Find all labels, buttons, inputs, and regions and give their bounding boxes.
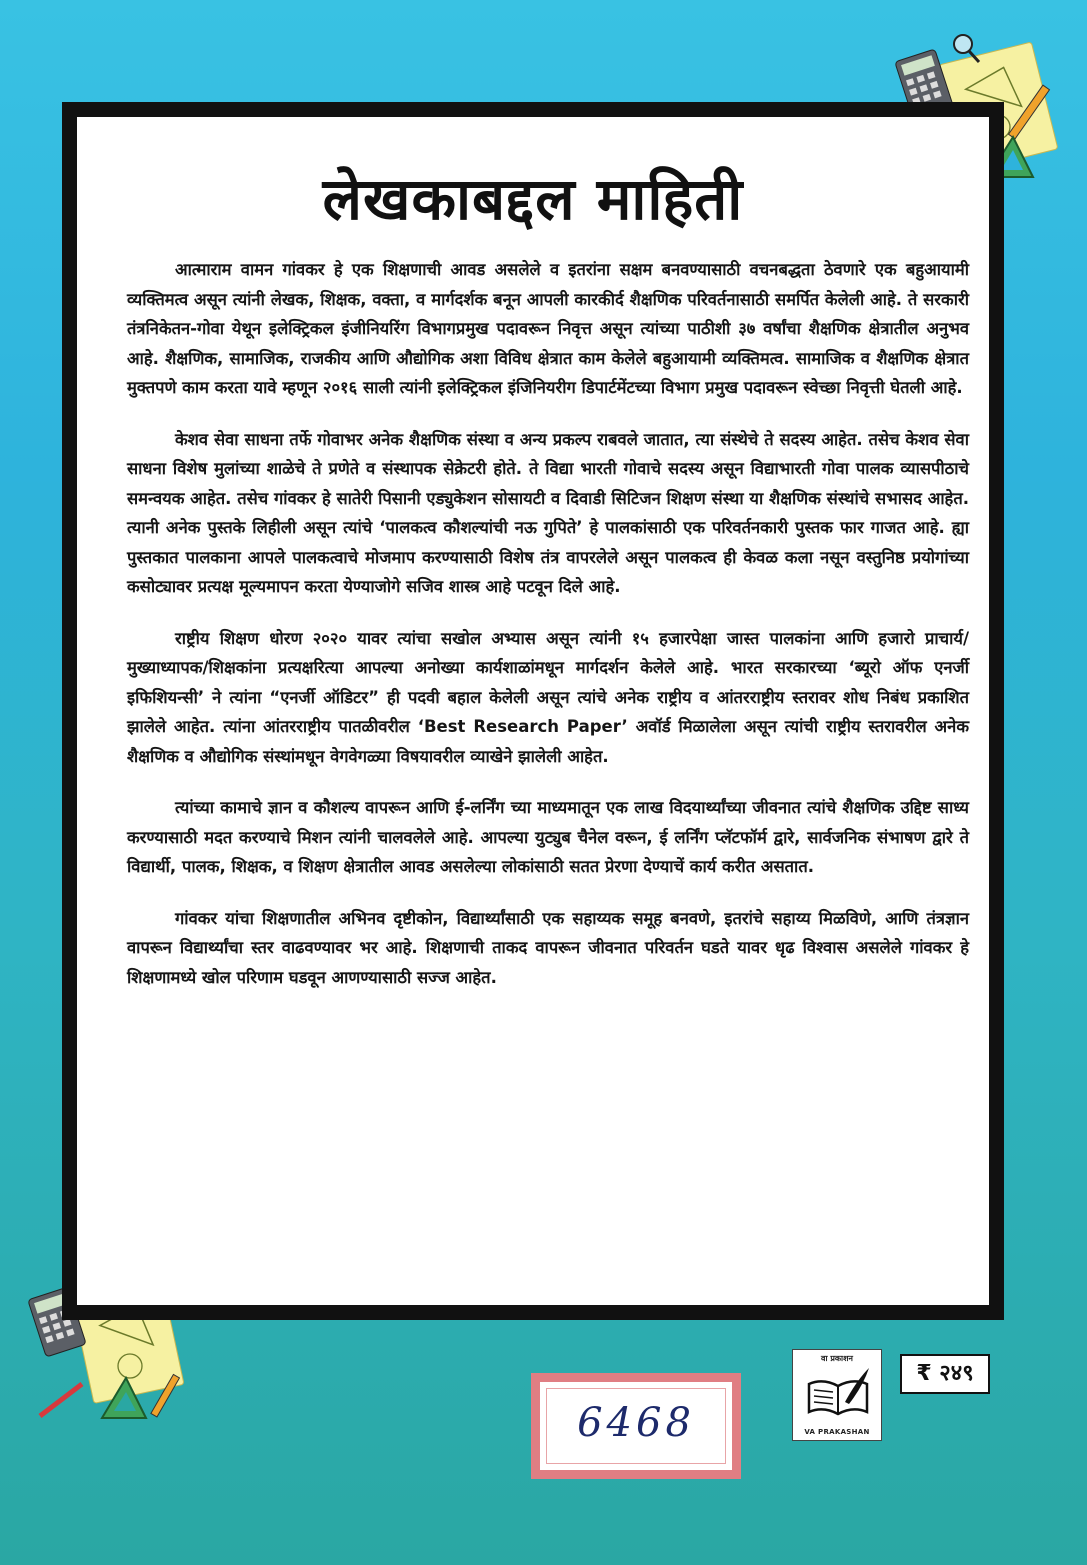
author-bio xyxy=(127,255,969,1014)
bio-paragraph-4: त्यांच्या कामाचे ज्ञान व कौशल्य वापरून आणि ई-लर्निंग च्या माध्यमातून एक लाख विदयार्थ्यांच्या जीवनात त्यांचे शैक्षणिक उद्दिष्ट साध्य करण्यासाठी मदत करण्याचे मिशन त्यांनी चालवलेले आहे. आपल्या युट्युब चैनेल वरून, ई लर्निंग प्लॅटफॉर्म द्वारे, सार्वजनिक संभाषण द्वारे ते विद्यार्थी, पालक, शिक्षक, व शिक्षण क्षेत्रातील आवड असलेल्या लोकांसाठी सतत प्रेरणा देण्याचें कार्य करीत असतात. xyxy=(127,798,969,876)
red-pencil-icon xyxy=(40,1384,82,1416)
page-title: लेखकाबद्दल माहिती xyxy=(322,165,744,233)
bio-paragraph-3: राष्ट्रीय शिक्षण धोरण २०२० यावर त्यांचा सखोल अभ्यास असून त्यांनी १५ हजारपेक्षा जास्त पालकांना आणि हजारो प्राचार्य/मुख्याध्यापक/शिक्षकांना प्रत्यक्षरित्या आपल्या अनोख्या कार्यशाळांमधून मार्गदर्शन केलेले आहे. भारत सरकारच्या ‘ब्यूरो ऑफ एनर्जी इफिशियन्सी’ ने त्यांना “एनर्जी ऑडिटर” ही पदवी बहाल केलेली असून त्यांचे अनेक राष्ट्रीय व आंतरराष्ट्रीय स्तरावर शोध निबंध प्रकाशित झालेले आहेत. त्यांना आंतरराष्ट्रीय पातळीवरील ‘Best Research Paper’ अवॉर्ड मिळालेला असून त्यांची राष्ट्रीय स्तरावरील अनेक शैक्षणिक व औद्योगिक संस्थांमधून वेगवेगळ्या विषयावरील व्याखेने झालेली आहेत. xyxy=(127,628,969,766)
sticker-number: 6468 xyxy=(577,1400,695,1446)
bio-paragraph-2: केशव सेवा साधना तर्फे गोवाभर अनेक शैक्षणिक संस्था व अन्य प्रकल्प राबवले जातात, त्या संस्थेचे ते सदस्य आहेत. तसेच केशव सेवा साधना विशेष मुलांच्या शाळेचे ते प्रणेते व संस्थापक सेक्रेटरी होते. ते विद्या भारती गोवाचे सदस्य असून विद्याभारती गोवा पालक व्यासपीठाचे समन्वयक आहेत. तसेच गांवकर हे सातेरी पिसानी एड्युकेशन सोसायटी व दिवाडी सिटिजन शिक्षण संस्था या शैक्षणिक संस्थांचे सभासद आहेत. त्यानी अनेक पुस्तके लिहीली असून त्यांचे ‘पालकत्व कौशल्यांची नऊ गुपिते’ हे पालकांसाठी एक परिवर्तनकारी पुस्तक फार गाजत आहे. ह्या पुस्तकात पालकाना आपले पालकत्वाचे मोजमाप करण्यासाठी विशेष तंत्र वापरलेले असून पालकत्व ही केवळ कला नसून वस्तुनिष्ठ प्रयोगांच्या कसोट्यावर प्रत्यक्ष मूल्यमापन करता येण्याजोगे सजिव शास्त्र आहे पटवून दिले आहे. xyxy=(127,429,969,596)
publisher-logo-top-text: वा प्रकाशन xyxy=(821,1354,853,1363)
author-info-panel xyxy=(62,102,1004,1320)
price-tag: ₹ २४९ xyxy=(900,1354,990,1394)
publisher-logo xyxy=(792,1349,882,1441)
publisher-logo-bottom-text: VA PRAKASHAN xyxy=(804,1428,870,1436)
open-book-quill-icon xyxy=(805,1366,871,1420)
bio-paragraph-5: गांवकर यांचा शिक्षणातील अभिनव दृष्टीकोन, विद्यार्थ्यांसाठी एक सहाय्यक समूह बनवणे, इतरांचे सहाय्य मिळविणे, आणि तंत्रज्ञान वापरून विद्यार्थ्यांचा स्तर वाढवण्यावर भर आहे. शिक्षणाची ताकद वापरून जीवनात परिवर्तन घडते यावर धृढ विश्वास असलेले गांवकर हे शिक्षणामध्ये खोल परिणाम घडवून आणण्यासाठी सज्ज आहेत. xyxy=(127,908,969,987)
library-number-sticker xyxy=(531,1373,741,1479)
bio-paragraph-1: आत्माराम वामन गांवकर हे एक शिक्षणाची आवड असलेले व इतरांना सक्षम बनवण्यासाठी वचनबद्धता ठेवणारे एक बहुआयामी व्यक्तिमत्व असून त्यांनी लेखक, शिक्षक, वक्ता, व मार्गदर्शक बनून आपली कारकीर्द शैक्षणिक परिवर्तनासाठी समर्पित केलेली आहे. ते सरकारी तंत्रनिकेतन-गोवा येथून इलेक्ट्रिकल इंजीनियरिंग विभागप्रमुख पदावरून निवृत्त असून त्यांच्या पाठीशी ३७ वर्षांचा शैक्षणिक क्षेत्रातील अनुभव आहे. शैक्षणिक, सामाजिक, राजकीय आणि औद्योगिक अशा विविध क्षेत्रात काम केलेले बहुआयामी व्यक्तिमत्व. सामाजिक व शैक्षणिक क्षेत्रात मुक्तपणे काम करता यावे म्हणून २०१६ साली त्यांनी इलेक्ट्रिकल इंजिनियरीग डिपार्टमेंटच्या विभाग प्रमुख पदावरून स्वेच्छा निवृत्ती घेतली आहे. xyxy=(127,260,969,397)
